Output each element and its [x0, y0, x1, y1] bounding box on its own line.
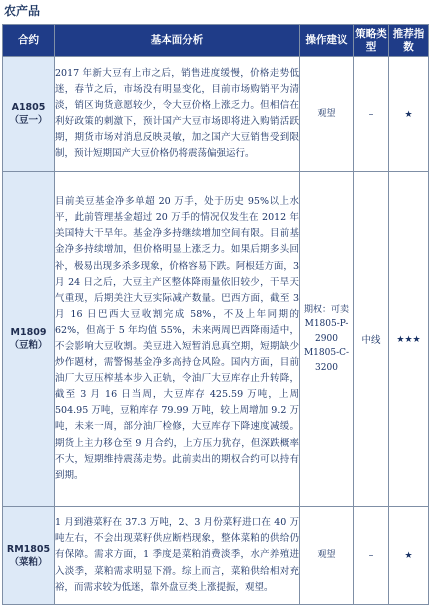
- analysis-cell: 目前美豆基金净多单超 20 万手，处于历史 95%以上水平，此前管理基金超过 20 万手的情况仅发生在 2012 年美国特大干旱年。基金净多持继续增加空间有限。目前基金净多持续增加，但价格明显上涨乏力。如果后期多头回补，极易出现多杀多现象，价格容易下跌。阿根廷方面，3 月 24 日之后，大豆主产区整体降雨量依旧较少，干旱天气重现，后期美注大豆实际减产数量。巴西方面，截至 3 月 16 日巴西大豆收割完成 58%，不及上年同期的 62%，但高于 5 年均值 55%，未来两周巴西降雨适中，不会影响大豆收割。美豆进入短暂消息真空期，短期缺少炒作题材，需警惕基金净多高持仓风险。国内方面，目前油厂大豆压榨基本步入正轨，令油厂大豆库存止升转降，截至 3 月 16 日当周，大豆库存 425.59 万吨，上周 504.95 万吨，豆粕库存 79.99 万吨，较上周增加 9.2 万吨，未来一周，部分油厂检修，大豆库存下降速度减缓。期货上主力移仓至 9 月合约，上方压力犹存，但深跌概率不大，短期维持震荡走势。此前卖出的期权合约可以持有到期。: [55, 172, 300, 507]
- contract-code: M1809: [10, 327, 47, 338]
- contract-name: （菜粕）: [9, 556, 48, 568]
- rating-cell: [389, 172, 429, 507]
- contract-cell: [3, 57, 55, 172]
- header-analysis: 基本面分析: [55, 25, 300, 57]
- table-header-row: [3, 25, 429, 57]
- analysis-cell: 2017 年新大豆有上市之后，销售进度缓慢，价格走势低迷，春节之后，市场没有明显变化，目前市场购销平为清淡，销区询货意愿较少，令大豆价格上涨乏力。但相信在利好政策的刺激下，预计国产大豆市场即将进入购销活跃期，期货市场对消息反映灵敏，加之国产大豆销售受到限制，预计短期国产大豆价格仍将震荡偏强运行。: [55, 57, 300, 172]
- rating-stars: ★: [404, 551, 413, 561]
- rating-cell: [389, 507, 429, 605]
- section-title: 农产品: [4, 4, 41, 18]
- strategy-cell: –: [354, 507, 389, 605]
- table-row: [3, 507, 429, 605]
- header-advice: 操作建议: [300, 25, 354, 57]
- contract-cell: [3, 172, 55, 507]
- advice-cell: 观望: [300, 57, 354, 172]
- contract-cell: [3, 507, 55, 605]
- advice-cell: 期权：可卖 M1805-P-2900 M1805-C-3200: [300, 172, 354, 507]
- rating-cell: [389, 57, 429, 172]
- header-contract: 合约: [3, 25, 55, 57]
- header-rating: 推荐指数: [389, 25, 429, 57]
- strategy-cell: –: [354, 57, 389, 172]
- table-row: [3, 57, 429, 172]
- table-row: [3, 172, 429, 507]
- advice-cell: 观望: [300, 507, 354, 605]
- contract-code: RM1805: [6, 543, 51, 555]
- contract-code: A1805: [11, 102, 46, 113]
- contract-name: （豆一）: [9, 115, 48, 126]
- rating-stars: ★★★: [396, 334, 421, 345]
- analysis-cell: 1 月到港菜籽在 37.3 万吨，2、3 月份菜籽进口在 40 万吨左右，不会出现菜籽供应断档现象，整体菜粕的供给仍有保障。需求方面，1 季度是菜粕消费淡季，水产养殖进入淡季，菜粕需求明显下滑。综上而言，菜粕供给相对充裕，而需求较为低迷，靠外盘豆类上涨提振，观望。: [55, 507, 300, 605]
- recommendation-table: [2, 24, 429, 605]
- rating-stars: ★: [404, 109, 413, 120]
- header-strategy: 策略类型: [354, 25, 389, 57]
- contract-name: （豆粕）: [9, 340, 48, 351]
- strategy-cell: 中线: [354, 172, 389, 507]
